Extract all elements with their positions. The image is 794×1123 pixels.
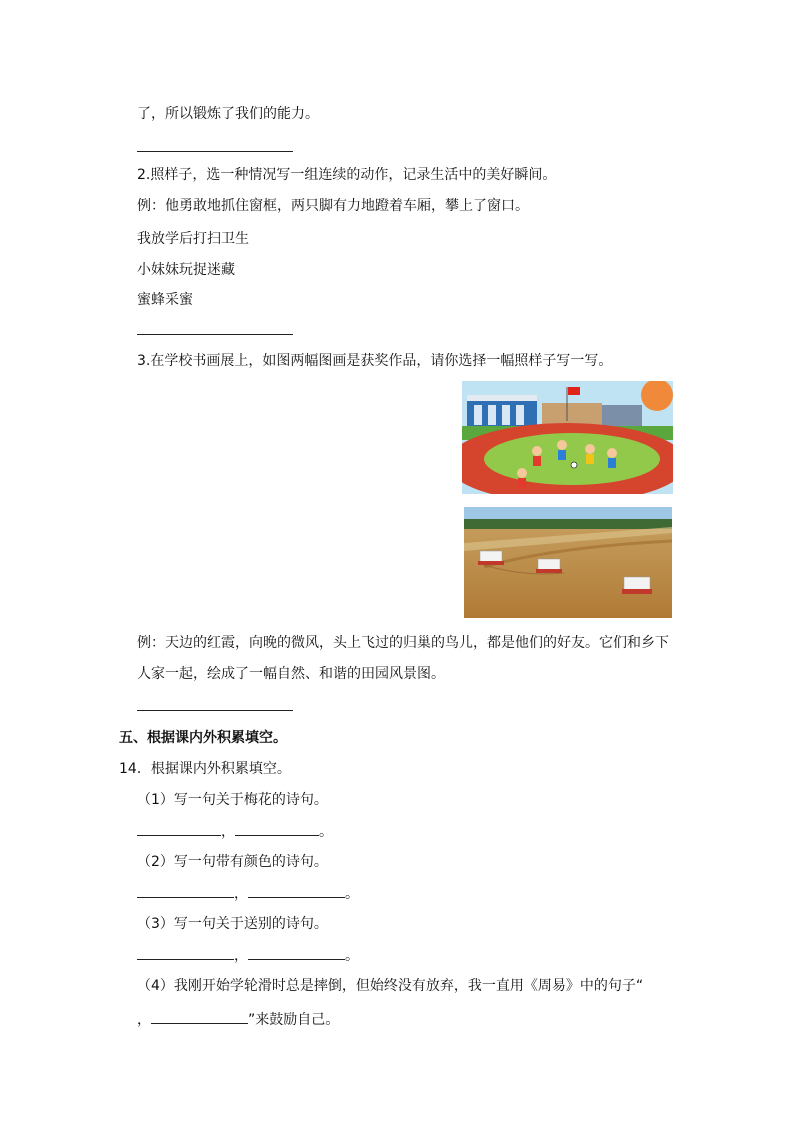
sub-question-3: （3）写一句关于送别的诗句。 bbox=[137, 916, 328, 932]
comma: ， bbox=[221, 824, 235, 840]
answer-blank[interactable] bbox=[137, 945, 234, 960]
section-5-heading: 五、根据课内外积累填空。 bbox=[119, 730, 287, 746]
sub-question-4-answer bbox=[137, 1009, 339, 1030]
period: 。 bbox=[345, 948, 359, 964]
question-3-example-line-2: 人家一起，绘成了一幅自然、和谐的田园风景图。 bbox=[137, 666, 445, 682]
question-3-example-line-1: 例：天边的红霞，向晚的微风，头上飞过的归巢的鸟儿，都是他们的好友。它们和乡下 bbox=[137, 635, 669, 651]
answer-line[interactable] bbox=[137, 334, 293, 335]
sub-question-2: （2）写一句带有颜色的诗句。 bbox=[137, 854, 328, 870]
option-item: 小妹妹玩捉迷藏 bbox=[137, 262, 235, 278]
wheat-harvest-photo bbox=[464, 507, 672, 618]
sub-question-4-tail: ”来鼓励自己。 bbox=[248, 1012, 340, 1028]
comma: ， bbox=[234, 948, 248, 964]
answer-line[interactable] bbox=[137, 151, 293, 152]
continuation-text: 了，所以锻炼了我们的能力。 bbox=[137, 106, 319, 122]
question-14-title: 14．根据课内外积累填空。 bbox=[119, 761, 291, 777]
answer-line[interactable] bbox=[137, 710, 293, 711]
comma: ， bbox=[234, 886, 248, 902]
school-playground-painting-svg bbox=[462, 381, 673, 494]
answer-blank[interactable] bbox=[137, 821, 221, 836]
sub-question-3-answer bbox=[137, 945, 359, 966]
sub-question-1: （1）写一句关于梅花的诗句。 bbox=[137, 792, 328, 808]
answer-blank[interactable] bbox=[137, 883, 234, 898]
question-2-prompt: 2.照样子，选一种情况写一组连续的动作，记录生活中的美好瞬间。 bbox=[137, 167, 557, 183]
option-item: 蜜蜂采蜜 bbox=[137, 292, 193, 308]
comma: ， bbox=[137, 1012, 151, 1028]
answer-blank[interactable] bbox=[248, 945, 345, 960]
answer-blank[interactable] bbox=[248, 883, 345, 898]
school-playground-painting bbox=[462, 381, 673, 494]
period: 。 bbox=[345, 886, 359, 902]
sub-question-2-answer bbox=[137, 883, 359, 904]
sub-question-1-answer bbox=[137, 821, 333, 842]
answer-blank[interactable] bbox=[151, 1009, 248, 1024]
period: 。 bbox=[319, 824, 333, 840]
question-2-example: 例：他勇敢地抓住窗框，两只脚有力地蹬着车厢，攀上了窗口。 bbox=[137, 198, 529, 214]
answer-blank[interactable] bbox=[235, 821, 319, 836]
question-3-prompt: 3.在学校书画展上，如图两幅图画是获奖作品，请你选择一幅照样子写一写。 bbox=[137, 353, 613, 369]
wheat-harvest-photo-svg bbox=[464, 507, 672, 618]
option-item: 我放学后打扫卫生 bbox=[137, 231, 249, 247]
sub-question-4: （4）我刚开始学轮滑时总是摔倒，但始终没有放弃，我一直用《周易》中的句子“ bbox=[137, 978, 644, 994]
